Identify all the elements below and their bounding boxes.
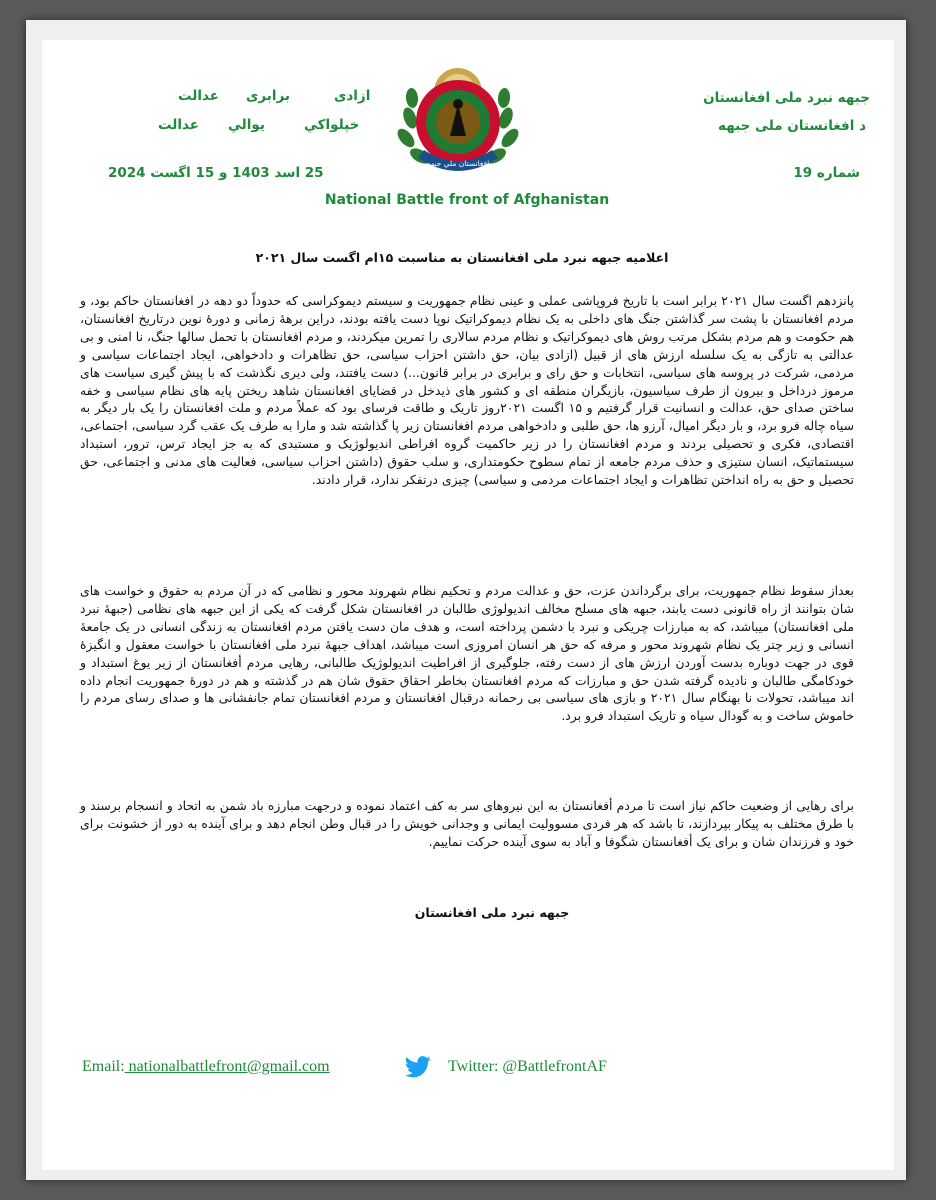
twitter-contact <box>404 1056 607 1078</box>
document-page <box>42 40 894 1170</box>
paragraph-3: برای رهایی از وضعیت حاکم نیاز است تا مردم أفغانستان به این نیروهای سر به کف اعتماد نموده و درجهت مبارزه باد شمن به اتحاد و انسجام برسند و با طرق مختلف به پیکار بپردازند، تا باشد که هر فردی مسوولیت ایمانی و وجدانی خویش را در قبال وطن انجام دهد و برای آینده به دور از خشونت برای خود و فرزندان شان و برای یک أفغانستان شگوفا و آباد به سوی آینده حرکت نماییم. <box>80 798 854 849</box>
email-link[interactable]: nationalbattlefront@gmail.com <box>124 1058 330 1075</box>
paragraph-2: بعداز سقوط نظام جمهوریت، برای برگرداندن عزت، حق و عدالت مردم و تحکیم نظام شهروند محور و نظامی که در آن مردم به حقوق و خواست های شان بتوانند از راه قانونی دست یابند، جبهه های مسلح مخالف اندیولوژی طالبان در افغانستان شکل گرفت که یکی از این جبهه های نظامی (جبهۀ نبرد ملی افغانستان) میباشد، که به مبارزات چریکی و نبرد با دشمن پرداخته است، و هدف مان دست یافتن مردم افغانستان به زندگی انسانی در یک جامعۀ انسانی و زیر چتر یک نظام شهروند محور و مرفه که حق هر انسان امروزی است میباشد، اهداف جبهۀ نبرد ملی افغانستان با خواست معقول و انگیزۀ قوی در جهت دوباره بدست آوردن ارزش های از دست رفته، جلوگیری از افراطیت اندیولوژیک طالبانی، رهایی مردم أفغانستان از زیر یوغ استبداد و خودکامگی طالبان و نادیده گرفته شدن حق و مبارزات که مردم افغانستان بخاطر احقاق حقوق شان هم در گذشته و هم در دورۀ جمهوریت انجام داده اند میباشد، تحولات نا بهنگام سال ۲۰۲۱ و بازی های سیاسی بی رحمانه درقبال افغانستان و مردم افغانستان تمام جانفشانی ها و صدای رسای مردم را خاموش ساخت و به گودال سیاه و تاریک استبداد فرو برد. <box>80 583 855 724</box>
motto-pashto-independence: خپلواکي <box>304 117 360 133</box>
twitter-bird-icon <box>404 1056 432 1078</box>
emblem-logo <box>388 58 528 186</box>
document-number: شماره 19 <box>793 165 860 181</box>
signature: جبهه نبرد ملی افغانستان <box>414 905 570 920</box>
motto-pashto-justice: عدالت <box>158 117 200 133</box>
organization-title-english: National Battle front of Afghanistan <box>324 192 610 208</box>
paragraph-1: پانزدهم اگست سال ۲۰۲۱ برابر است با تاریخ فروپاشی عملی و عینی نظام جمهوریت و سیستم دیموکراسی که حدوداً دو دهه در افغانستان حاکم بود، و مردم افغانستان با پشت سر گذاشتن جنگ های داخلی به یک نظام دیموکراتیک نوپا دست یافته بودند، دراین برهۀ زمانی و دورۀ نوین درتاریخ افغانستان، هم حکومت و هم مردم بشکل مرتب روش های دیموکراتیک و نظام مردم سالاری را تمرین میکردند، و مردم افغانستان با تحمل سالها جنگ، نا امنی و بی عدالتی به تازگی به یک سلسله ارزش های از قبیل (ازادی بیان، حق داشتن احزاب سیاسی، حق تظاهرات و دادخواهی، ایجاد اجتماعات سیاسی و مردمی، شرکت در پروسه های سیاسی، انتخابات و حق رای و برابری در برابر قانون...) دست یافتند، ولی دیری نگذشت که با پیش گیری سیاست های مرموز درداخل و بیرون از طرف سیاسیون، بازیگران منطقه ای و کشور های ذیدخل در قضایای افغانستان شاهد ریختن پایه های نظام سیاسی و خفه ساختن صدای حق، عدالت و انسانیت قرار گرفتیم و ۱۵ اگست ۲۰۲۱روز تاریک و طاقت فرسای بود که عملاً مردم و ملت افغانستان را یک بار دیگر به سیاه چاله فرو برد، و بار دیگر امیال، آرزو ها، حق طلبی و دادخواهی مردم افغانستان زیر پا گذاشته شد و مارا به طرف یک عقب گرد سیاسی، اجتماعی، اقتصادی، فکری و تحصیلی بردند و مردم افغانستان را در زیر حاکمیت گروه افراطی اندیولوژیک و مستبدی که به جز ایجاد ترس، ترور، استبداد سیستماتیک، انسان ستیزی و حذف مردم جامعه از تمام سطوح حکومتداری، و سلب حقوق (داشتن احزاب سیاسی، فعالیت های مدنی و اجتماعی، حق تحصیل و حق به راه انداختن تظاهرات و ایجاد اجتماعات مردمی و سیاسی) چیزی درتفکر ندارد، قرار دادند. <box>80 293 854 488</box>
emblem-banner-text: افغانستان ملي جبهه <box>426 159 490 168</box>
email-contact <box>82 1058 330 1076</box>
email-label: Email: <box>82 1058 125 1075</box>
twitter-handle[interactable]: Twitter: @BattlefrontAF <box>448 1058 607 1075</box>
declaration-title: اعلامیه جبهه نبرد ملی افغانستان به مناسبت ۱۵ام اگست سال ۲۰۲۱ <box>255 250 669 265</box>
motto-dari-freedom: ازادی <box>334 88 371 104</box>
motto-pashto-unity: يوالي <box>228 117 265 133</box>
org-name-dari: جبهه نبرد ملی افغانستان <box>703 90 870 106</box>
motto-dari-equality: برابری <box>246 88 290 104</box>
motto-dari-justice: عدالت <box>178 88 220 104</box>
org-name-pashto: د افغانستان ملی جبهه <box>718 118 866 134</box>
document-date: 25 اسد 1403 و 15 اگست 2024 <box>108 165 324 181</box>
